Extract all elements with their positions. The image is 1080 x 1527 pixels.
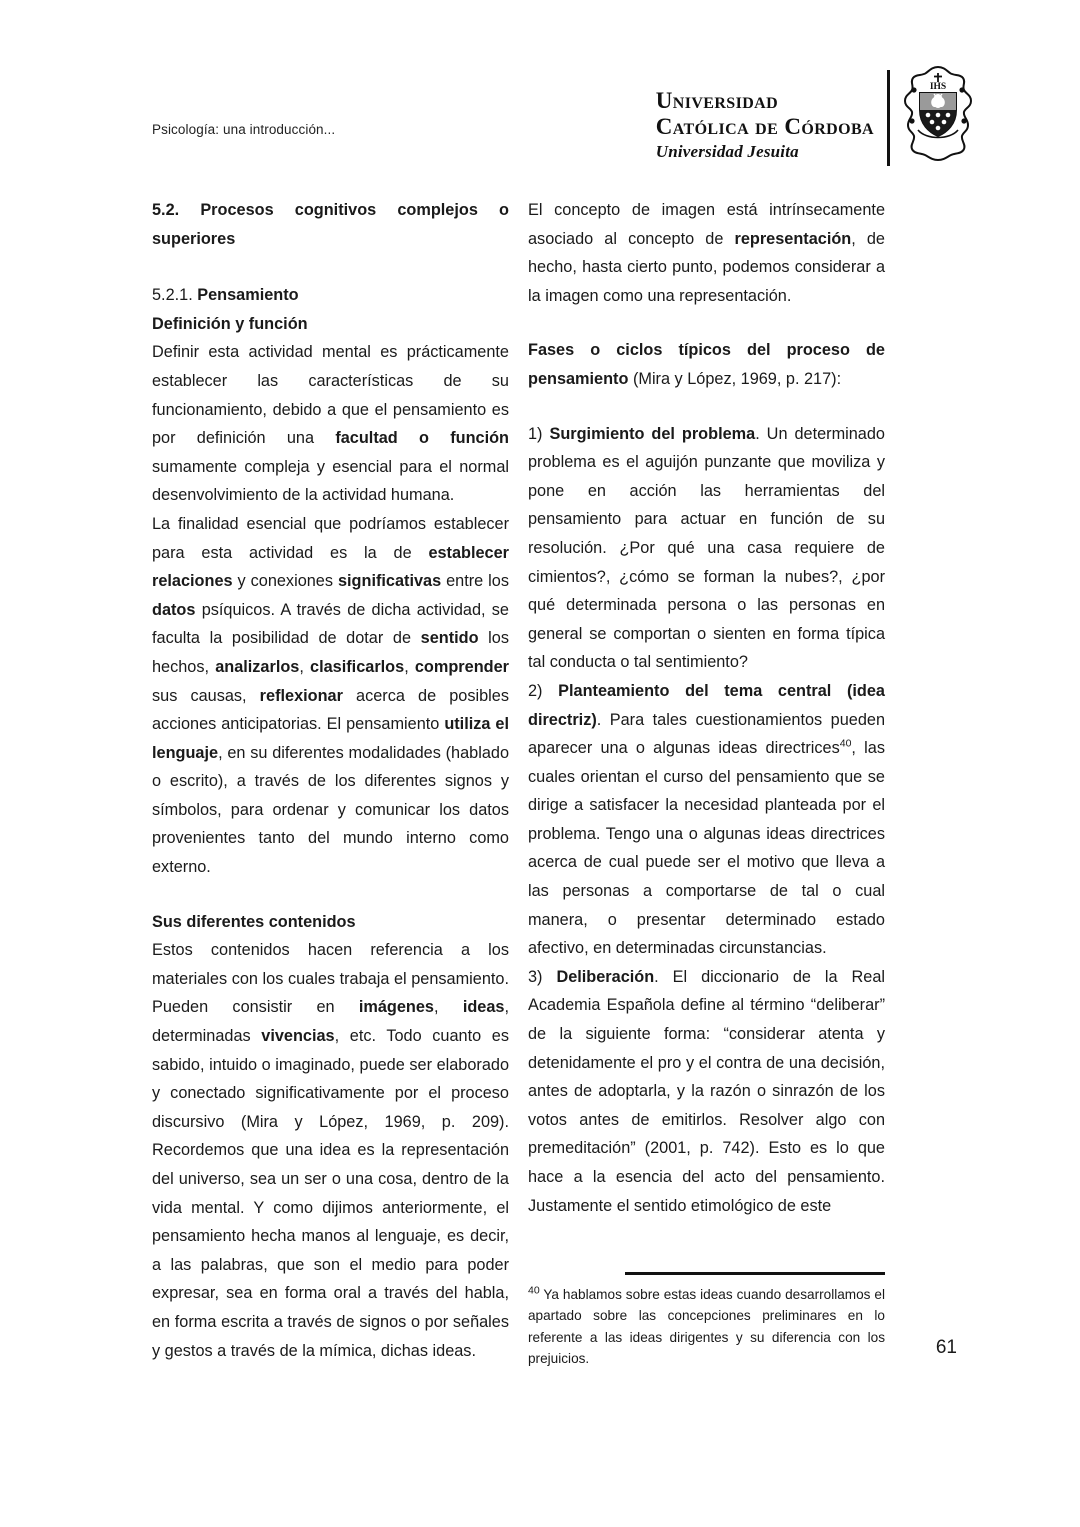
phase-item-2	[528, 677, 885, 963]
paragraph-contenidos	[152, 936, 509, 1365]
paragraph-finalidad	[152, 510, 509, 882]
text-run: . El diccionario de la Real Academia Española define al término “deliberar” de la siguiente forma: “considerar atenta y detenidamente el pro y el contra de una decisión, antes de adoptarla, y la razón o sinrazón de los votos antes de emitirlos. Resolver algo con premeditación” (2001, p. 742). Esto es lo que hace a la esencia del acto del pensamiento. Justamente el sentido etimológico de este	[528, 967, 885, 1215]
text-run-bold: Surgimiento del problema	[549, 424, 756, 443]
text-run: 2)	[528, 681, 559, 700]
text-run-bold: utiliza el lenguaje	[152, 715, 509, 762]
footnote-block	[528, 1272, 885, 1370]
text-run: (Mira y López, 1969, p. 217):	[628, 369, 842, 388]
phase-item-3	[528, 963, 885, 1220]
text-run: ,	[404, 657, 415, 676]
text-run: y conexiones	[232, 572, 338, 591]
page-number: 61	[935, 1337, 957, 1358]
text-run: , determinadas	[152, 998, 509, 1046]
subsection-number: 5.2.1.	[152, 286, 198, 305]
phases-heading	[528, 336, 885, 393]
text-run: entre los	[441, 572, 509, 591]
text-run: Definir esta actividad mental es prácticamente establecer las características de su funcionamiento, debido a que el pensamiento es por definición una	[152, 343, 509, 448]
text-run-bold: imágenes	[358, 998, 434, 1017]
svg-text:IHS: IHS	[929, 82, 947, 92]
footnote-separator-rule	[625, 1272, 885, 1275]
text-run-bold: analizarlos	[215, 657, 300, 676]
text-run: . Un determinado problema es el aguijón punzante que moviliza y pone en acción las herramientas del pensamiento para actuar en función de su resolución. ¿Por qué una casa requiere de cimientos?, ¿cómo se forman la nubes?, ¿por qué determinada persona o las personas en general se comportan o sienten en forma típica tal conducta o tal sentimiento?	[528, 424, 885, 672]
footnote-entry	[528, 1284, 885, 1370]
text-run: , las cuales orientan el curso del pensamiento que se dirige a satisfacer la necesidad planteada por el problema. Tengo una o algunas ideas directrices acerca de cual puede ser el motivo que lleva a las personas a comportarse de tal o cual manera, o presentar determinado estado afectivo, en determinadas circunstancias.	[528, 739, 885, 958]
text-run: . Para tales cuestionamientos pueden aparecer una o algunas ideas directrices	[528, 710, 885, 758]
paragraph-imagen	[528, 196, 885, 310]
section-heading: 5.2. Procesos cognitivos complejos o superiores	[152, 201, 509, 248]
phase-item-1	[528, 420, 885, 677]
text-run: acerca de posibles acciones anticipatorias. El pensamiento	[152, 686, 509, 734]
footnote-reference-marker[interactable]: 40	[839, 737, 852, 750]
contents-heading: Sus diferentes contenidos	[152, 912, 356, 931]
text-run: 1)	[528, 424, 550, 443]
text-run-bold: Fases o ciclos típicos del proceso de pensamiento	[528, 341, 885, 388]
text-run-bold: Deliberación	[556, 967, 655, 986]
text-run: , de hecho, hasta cierto punto, podemos considerar a la imagen como una representación.	[528, 229, 885, 305]
text-run: sus causas,	[152, 686, 260, 705]
text-run-bold: sentido	[420, 629, 479, 648]
text-run: La finalidad esencial que podríamos establecer para esta actividad es la de	[152, 514, 509, 562]
text-run-bold: clasificarlos	[310, 657, 405, 676]
university-crest-icon	[902, 60, 974, 164]
text-run-bold: representación	[734, 229, 852, 248]
university-tagline: Universidad Jesuita	[655, 141, 799, 161]
text-run-bold: establecer relaciones	[152, 543, 509, 591]
text-run: Estos contenidos hacen referencia a los materiales con los cuales trabaja el pensamiento. Pueden consistir en	[152, 941, 509, 1017]
footnote-number: 40	[528, 1283, 540, 1296]
subsection-title: Pensamiento	[197, 286, 299, 305]
footnote-body: Ya hablamos sobre estas ideas cuando desarrollamos el apartado sobre las concepciones preliminares en lo referente a las ideas dirigentes y su diferencia con los prejuicios.	[528, 1286, 885, 1366]
definition-heading: Definición y función	[152, 314, 308, 333]
text-run-bold: facultad o función	[335, 429, 510, 448]
text-run: , etc. Todo cuanto es sabido, intuido o imaginado, puede ser elaborado y conectado significativamente por el proceso discursivo (Mira y López, 1969, p. 209). Recordemos que una idea es la representación del universo, sea un ser o una cosa, dentro de la vida mental. Y como dijimos anteriormente, el pensamiento hecha manos al lenguaje, es decir, a las palabras, que son el medio para poder expresar, sea en forma oral a través del habla, en forma escrita a través de signos o por señales y gestos a través de la mímica, dichas ideas.	[152, 1027, 509, 1360]
text-run: sumamente compleja y esencial para el normal desenvolvimiento de la actividad humana.	[152, 457, 509, 505]
text-run: psíquicos. A través de dicha actividad, se faculta la posibilidad de dotar de	[152, 600, 509, 648]
paragraph-definition	[152, 338, 509, 510]
logo-divider-rule	[887, 70, 890, 166]
text-run-bold: vivencias	[261, 1027, 335, 1046]
university-name-line2: Católica de Córdoba	[655, 113, 874, 139]
page-header	[152, 62, 962, 167]
running-head: Psicología: una introducción...	[152, 122, 336, 137]
text-run: 3)	[528, 967, 557, 986]
university-name-line1: Universidad	[655, 88, 779, 113]
text-run: El concepto de imagen está intrínsecamente asociado al concepto de	[528, 201, 885, 248]
subsection-heading	[152, 281, 509, 310]
text-run: ,	[299, 657, 311, 676]
university-wordmark	[656, 88, 874, 161]
text-run-bold: ideas	[462, 998, 505, 1017]
text-run-bold: Planteamiento del tema central (idea directriz)	[528, 681, 885, 729]
text-run-bold: comprender	[414, 657, 509, 676]
text-run: ,	[433, 998, 463, 1017]
text-run-bold: significativas	[337, 572, 442, 591]
text-run-bold: datos	[152, 600, 196, 619]
text-run-bold: reflexionar	[259, 686, 343, 705]
right-column	[528, 196, 885, 1220]
text-run: los hechos,	[152, 629, 509, 676]
left-column	[152, 196, 509, 1365]
text-run: , en su diferentes modalidades (hablado o escrito), a través de los diferentes signos y símbolos, para ordenar y comunicar los datos provenientes tanto del mundo interno como externo.	[152, 743, 509, 877]
